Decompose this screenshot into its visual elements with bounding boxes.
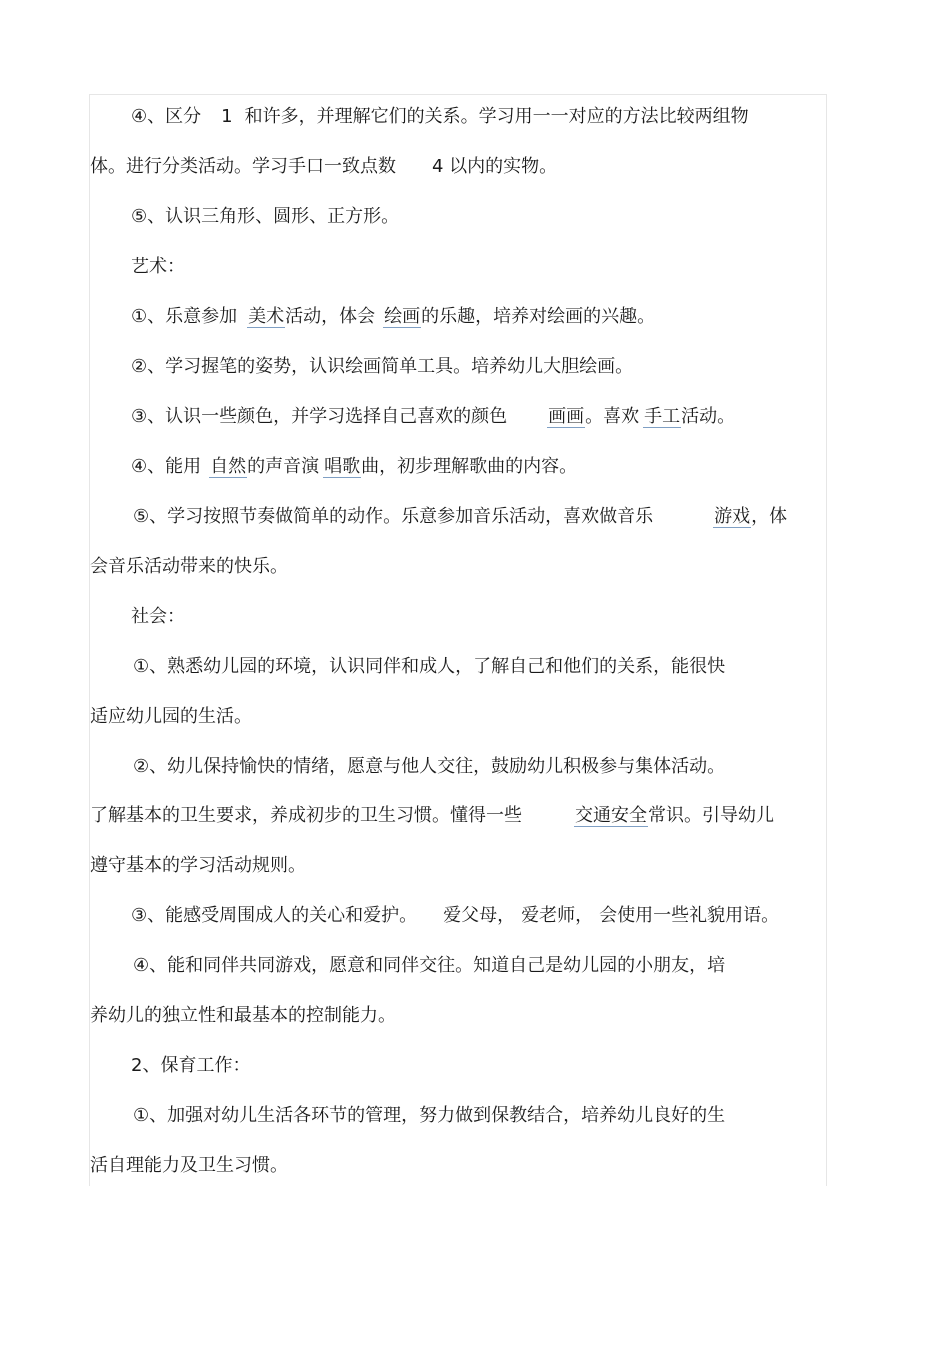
underlined-term: 手工 bbox=[644, 406, 681, 427]
text-line: 适应幼儿园的生活。 bbox=[90, 706, 252, 727]
underlined-term: 交通安全 bbox=[575, 805, 647, 826]
text-line: ③、认识一些颜色，并学习选择自己喜欢的颜色 画画。喜欢 手工活动。 bbox=[131, 406, 736, 427]
section-heading-art: 艺术： bbox=[131, 256, 185, 277]
text-line: 活自理能力及卫生习惯。 bbox=[90, 1155, 288, 1176]
text-line: ①、乐意参加 美术活动，体会 绘画的乐趣，培养对绘画的兴趣。 bbox=[131, 306, 656, 327]
text-line: ②、学习握笔的姿势，认识绘画简单工具。培养幼儿大胆绘画。 bbox=[131, 356, 634, 377]
text-line: ③、能感受周围成人的关心和爱护。 爱父母， 爱老师， 会使用一些礼貌用语。 bbox=[131, 905, 780, 926]
underlined-term: 美术 bbox=[248, 306, 285, 327]
text-line: 体。进行分类活动。学习手口一致点数 4 以内的实物。 bbox=[90, 156, 558, 177]
underlined-term: 绘画 bbox=[384, 306, 421, 327]
text-line: ④、能用 自然的声音演 唱歌曲，初步理解歌曲的内容。 bbox=[131, 456, 578, 477]
underlined-term: 游戏 bbox=[714, 506, 751, 527]
text-line: 遵守基本的学习活动规则。 bbox=[90, 855, 306, 876]
text-line: ④、能和同伴共同游戏，愿意和同伴交往。知道自己是幼儿园的小朋友，培 bbox=[133, 955, 726, 976]
underlined-term: 唱歌 bbox=[324, 456, 361, 477]
text-line: 会音乐活动带来的快乐。 bbox=[90, 556, 288, 577]
underlined-term: 自然 bbox=[210, 456, 247, 477]
text-line: ①、加强对幼儿生活各环节的管理，努力做到保教结合，培养幼儿良好的生 bbox=[133, 1105, 726, 1126]
text-line: ①、熟悉幼儿园的环境，认识同伴和成人，了解自己和他们的关系，能很快 bbox=[133, 656, 726, 677]
underlined-term: 画画 bbox=[548, 406, 585, 427]
text-line: ②、幼儿保持愉快的情绪，愿意与他人交往，鼓励幼儿积极参与集体活动。 bbox=[133, 756, 726, 777]
section-heading-social: 社会： bbox=[131, 606, 185, 627]
section-heading-care: 2、保育工作： bbox=[131, 1055, 251, 1076]
text-line: ⑤、学习按照节奏做简单的动作。乐意参加音乐活动，喜欢做音乐 游戏，体 bbox=[133, 506, 788, 527]
text-line: 了解基本的卫生要求，养成初步的卫生习惯。懂得一些 交通安全常识。引导幼儿 bbox=[90, 805, 774, 826]
text-line: 养幼儿的独立性和最基本的控制能力。 bbox=[90, 1005, 396, 1026]
text-line: ⑤、认识三角形、圆形、正方形。 bbox=[131, 206, 400, 227]
text-line: ④、区分 1 和许多，并理解它们的关系。学习用一一对应的方法比较两组物 bbox=[131, 106, 749, 127]
